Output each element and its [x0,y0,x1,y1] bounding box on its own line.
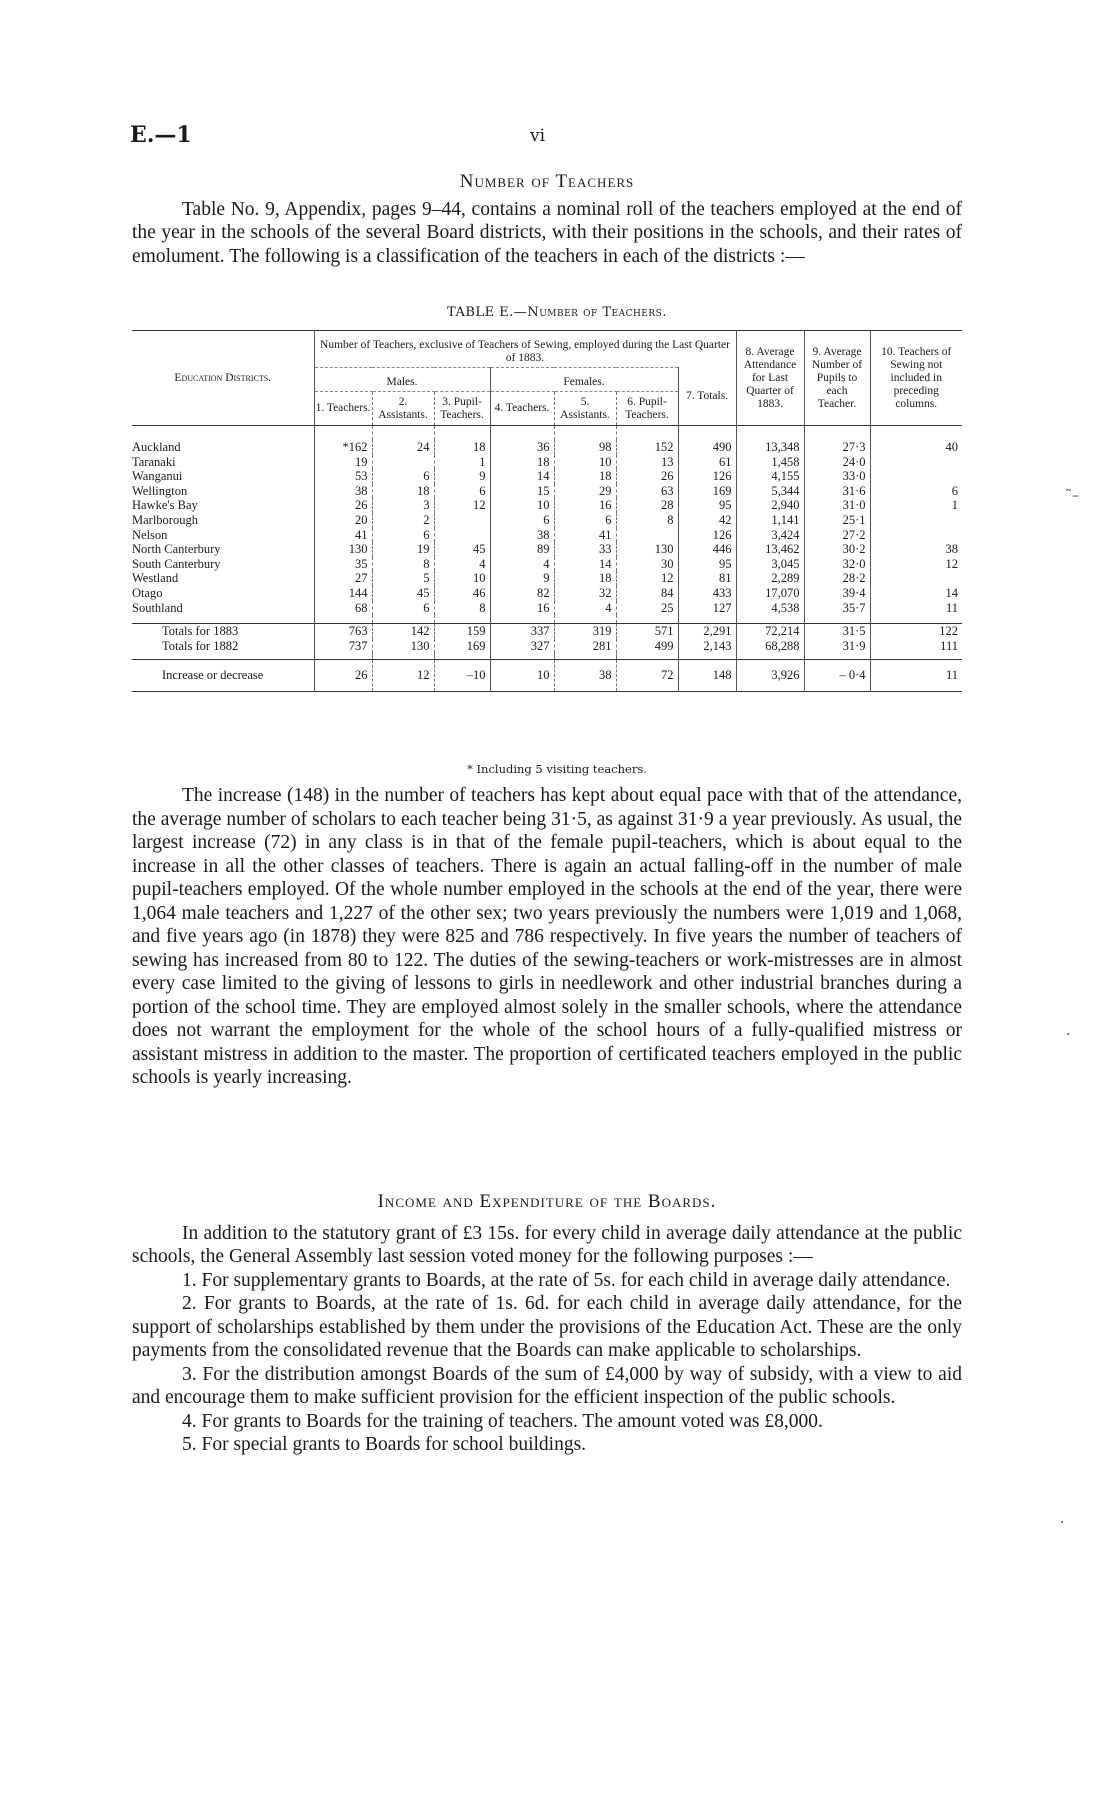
cell-col9: 28·2 [804,571,870,586]
income-item-5: 5. For special grants to Boards for school buildings. [182,1434,587,1455]
cell-col8: 5,344 [736,484,804,499]
cell-col6: 499 [616,639,678,654]
cell-col3: 18 [434,440,490,455]
cell-col5: 38 [554,660,616,692]
spacer-cell [554,615,616,624]
cell-col4: 10 [490,660,554,692]
teachers-section [132,170,962,268]
cell-col5: 319 [554,624,616,639]
cell-col4: 38 [490,528,554,543]
district-name: Wellington [132,483,188,498]
cell-col5: 33 [554,542,616,557]
cell-col2: 5 [372,571,434,586]
cell-col10 [870,528,962,543]
spacer-cell [434,615,490,624]
totals-row [132,624,962,639]
header-col8: 8. Average Attendance for Last Quarter of 1883. [736,331,804,426]
cell-col5: 18 [554,571,616,586]
cell-col8: 3,424 [736,528,804,543]
table-row [132,455,962,470]
cell-col6 [616,528,678,543]
margin-mark: ˜– [1065,488,1079,504]
cell-col2: 12 [372,660,434,692]
cell-col5: 6 [554,513,616,528]
cell-col2: 6 [372,601,434,616]
cell-col8: 4,538 [736,601,804,616]
spacer-row [132,615,962,624]
header-col9: 9. Average Number of Pupils to each Teacher. [804,331,870,426]
district-name: Totals for 1883 [162,624,239,639]
cell-col3: 4 [434,557,490,572]
header-col1: 1. Teachers. [314,392,372,426]
cell-col10 [870,469,962,484]
cell-col1: 763 [314,624,372,639]
teachers-table-wrap [132,330,962,692]
cell-col3: 10 [434,571,490,586]
spacer-cell [736,615,804,624]
district-name: Increase or decrease [162,668,264,683]
income-intro: In addition to the statutory grant of £3 15s. for every child in average daily attendance at the public schools, the General Assembly last session voted money for the following purposes :— [132,1222,962,1267]
cell-col8: 17,070 [736,586,804,601]
cell-col5: 29 [554,484,616,499]
cell-col7: 61 [678,455,736,470]
cell-col7: 433 [678,586,736,601]
spacer-cell [678,615,736,624]
cell-col10: 1 [870,498,962,513]
district-name: Taranaki [132,454,176,469]
cell-col6: 63 [616,484,678,499]
cell-col2: 142 [372,624,434,639]
district-name: Southland [132,600,183,615]
section-title-income: Income and Expenditure of the Boards. [377,1191,717,1212]
cell-col7: 2,291 [678,624,736,639]
cell-col5: 98 [554,440,616,455]
cell-col2: 19 [372,542,434,557]
header-males: Males. [314,368,490,392]
cell-col9: 31·0 [804,498,870,513]
cell-col7: 81 [678,571,736,586]
cell-col9: – 0·4 [804,660,870,692]
table-row [132,469,962,484]
cell-col8: 2,940 [736,498,804,513]
cell-col6: 25 [616,601,678,616]
cell-col8: 13,462 [736,542,804,557]
cell-col2: 24 [372,440,434,455]
cell-col3: 1 [434,455,490,470]
table-row [132,513,962,528]
cell-col5: 4 [554,601,616,616]
totals-row [132,639,962,654]
district-name: North Canterbury [132,542,221,557]
cell-col2: 2 [372,513,434,528]
cell-col9: 30·2 [804,542,870,557]
spacer-cell [870,615,962,624]
cell-col1: 38 [314,484,372,499]
cell-col7: 126 [678,469,736,484]
cell-col1: 144 [314,586,372,601]
cell-col3: –10 [434,660,490,692]
cell-col3: 12 [434,498,490,513]
section-title-teachers: Number of Teachers [459,171,635,192]
cell-col7: 42 [678,513,736,528]
cell-col6: 12 [616,571,678,586]
cell-col3: 45 [434,542,490,557]
cell-col8: 3,045 [736,557,804,572]
spacer-cell [372,615,434,624]
district-name: Totals for 1882 [162,638,239,653]
cell-col10: 6 [870,484,962,499]
cell-col9: 35·7 [804,601,870,616]
cell-col3: 159 [434,624,490,639]
cell-col2: 6 [372,528,434,543]
district-name: Westland [132,571,179,586]
table-row [132,542,962,557]
margin-mark: · [1060,1515,1065,1531]
district-name: Nelson [132,527,168,542]
cell-col7: 148 [678,660,736,692]
cell-col7: 127 [678,601,736,616]
cell-col6: 26 [616,469,678,484]
table-title-rest: Number of Teachers. [527,305,667,320]
cell-col2: 8 [372,557,434,572]
cell-col5: 18 [554,469,616,484]
cell-col4: 10 [490,498,554,513]
cell-col1: 19 [314,455,372,470]
cell-col6: 28 [616,498,678,513]
spacer-cell [132,615,314,624]
cell-col1: 41 [314,528,372,543]
cell-col7: 490 [678,440,736,455]
cell-col7: 95 [678,498,736,513]
cell-col4: 36 [490,440,554,455]
cell-col2: 3 [372,498,434,513]
cell-col8: 4,155 [736,469,804,484]
table-row [132,440,962,455]
cell-col7: 126 [678,528,736,543]
cell-col4: 337 [490,624,554,639]
teachers-table [132,330,962,692]
cell-col10: 122 [870,624,962,639]
district-name: Hawke's Bay [132,498,198,513]
cell-col3: 8 [434,601,490,616]
cell-col1: 26 [314,660,372,692]
cell-col9: 32·0 [804,557,870,572]
cell-col6: 8 [616,513,678,528]
header-col10: 10. Teachers of Sewing not included in preceding columns. [870,331,962,426]
cell-col5: 281 [554,639,616,654]
cell-col3: 9 [434,469,490,484]
cell-col10 [870,571,962,586]
cell-col8: 68,288 [736,639,804,654]
cell-col9: 25·1 [804,513,870,528]
cell-col8: 1,141 [736,513,804,528]
cell-col1: 20 [314,513,372,528]
cell-col1: 130 [314,542,372,557]
cell-col9: 27·2 [804,528,870,543]
cell-col10 [870,513,962,528]
income-item-4: 4. For grants to Boards for the training of teachers. The amount voted was £8,000. [182,1410,823,1432]
cell-col10: 11 [870,660,962,692]
header-col3: 3. Pupil-Teachers. [434,392,490,426]
table-row [132,586,962,601]
table-row [132,557,962,572]
header-col6: 6. Pupil-Teachers. [616,392,678,426]
table-row [132,484,962,499]
district-name: Otago [132,585,163,600]
cell-col4: 14 [490,469,554,484]
cell-col2: 6 [372,469,434,484]
cell-col4: 18 [490,455,554,470]
cell-col4: 4 [490,557,554,572]
district-name: South Canterbury [132,556,221,571]
income-section [132,1190,962,1457]
cell-col9: 31·5 [804,624,870,639]
after-table-section [132,784,962,1090]
cell-col6: 72 [616,660,678,692]
table-title-prefix: TABLE E.— [447,305,528,320]
cell-col4: 16 [490,601,554,616]
spacer-cell [616,615,678,624]
cell-col2: 130 [372,639,434,654]
cell-col1: 27 [314,571,372,586]
cell-col6: 130 [616,542,678,557]
header-females: Females. [490,368,678,392]
income-item-3: 3. For the distribution amongst Boards of the sum of £4,000 by way of subsidy, with a view to aid and encourage them to make sufficient provision for the efficient inspection of the public schools. [132,1363,962,1408]
cell-col3: 46 [434,586,490,601]
district-rows [132,426,962,624]
spacer-cell [490,615,554,624]
header-col4: 4. Teachers. [490,392,554,426]
cell-col9: 33·0 [804,469,870,484]
cell-col4: 89 [490,542,554,557]
district-name: Auckland [132,440,181,454]
header-col5: 5. Assistants. [554,392,616,426]
table-row [132,571,962,586]
cell-col6: 152 [616,440,678,455]
cell-col9: 24·0 [804,455,870,470]
cell-col8: 72,214 [736,624,804,639]
cell-col6: 13 [616,455,678,470]
totals-rows [132,624,962,692]
cell-col1: *162 [314,440,372,455]
cell-col4: 6 [490,513,554,528]
cell-col10: 14 [870,586,962,601]
cell-col1: 68 [314,601,372,616]
cell-col5: 10 [554,455,616,470]
cell-col6: 30 [616,557,678,572]
cell-col1: 737 [314,639,372,654]
district-name: Wanganui [132,469,183,484]
cell-col6: 571 [616,624,678,639]
cell-col6: 84 [616,586,678,601]
spacer-cell [314,615,372,624]
cell-col5: 41 [554,528,616,543]
page-number: vi [530,126,546,146]
cell-col1: 35 [314,557,372,572]
header-districts: Education Districts. [174,371,272,384]
cell-col2: 45 [372,586,434,601]
margin-mark: · [1066,1027,1071,1043]
cell-col7: 169 [678,484,736,499]
income-item-2: 2. For grants to Boards, at the rate of 1s. 6d. for each child in average daily attendance, for the support of scholarships established by them under the provisions of the Education Act. These are the only payments from the consolidated revenue that the Boards can make applicable to scholarships. [132,1293,962,1361]
cell-col2 [372,455,434,470]
header-col2: 2. Assistants. [372,392,434,426]
cell-col8: 1,458 [736,455,804,470]
cell-col3 [434,528,490,543]
spacer-cell [804,615,870,624]
cell-col9: 27·3 [804,440,870,455]
paragraph-increase: The increase (148) in the number of teachers has kept about equal pace with that of the attendance, the average number of scholars to each teacher being 31·5, as against 31·9 a year previously. As usual, the largest increase (72) in any class is in that of the female pupil-teachers, which is about equal to the increase in all the other classes of teachers. There is again an actual falling-off in the number of male pupil-teachers employed. Of the whole number employed in the schools at the end of the year, there were 1,064 male teachers and 1,227 of the other sex; two years previously the numbers were 1,019 and 1,068, and five years ago (in 1878) they were 825 and 786 respectively. In five years the number of teachers of sewing has increased from 80 to 122. The duties of the sewing-teachers or work-mistresses are in almost every case limited to the giving of lessons to girls in needlework and other industrial branches during a portion of the school time. They are employed almost solely in the smaller schools, where the attendance does not warrant the employment for the whole of the school hours of a fully-qualified mistress or assistant mistress in addition to the master. The proportion of certificated teachers employed in the public schools is yearly increasing. [132,785,962,1088]
cell-col4: 9 [490,571,554,586]
cell-col3: 169 [434,639,490,654]
cell-col10: 11 [870,601,962,616]
cell-col3 [434,513,490,528]
cell-col7: 2,143 [678,639,736,654]
cell-col10: 111 [870,639,962,654]
cell-col7: 446 [678,542,736,557]
cell-col8: 2,289 [736,571,804,586]
district-name: Marlborough [132,512,198,527]
cell-col9: 31·9 [804,639,870,654]
cell-col4: 327 [490,639,554,654]
cell-col9: 39·4 [804,586,870,601]
cell-col3: 6 [434,484,490,499]
income-item-1: 1. For supplementary grants to Boards, at the rate of 5s. for each child in average daily attendance. [182,1269,951,1291]
cell-col5: 14 [554,557,616,572]
cell-col4: 82 [490,586,554,601]
cell-col5: 16 [554,498,616,513]
cell-col10: 40 [870,440,962,455]
cell-col1: 53 [314,469,372,484]
increase-row [132,660,962,692]
page-header-code: E.—1 [130,122,192,148]
cell-col8: 13,348 [736,440,804,455]
cell-col1: 26 [314,498,372,513]
header-col7: 7. Totals. [678,368,736,426]
cell-col10: 12 [870,557,962,572]
intro-paragraph: Table No. 9, Appendix, pages 9–44, contains a nominal roll of the teachers employed at the end of the year in the schools of the several Board districts, with their positions in the schools, and their rates of emolument. The following is a classification of the teachers in each of the districts :— [132,198,962,267]
table-title [0,305,1114,320]
cell-col2: 18 [372,484,434,499]
table-row [132,601,962,616]
table-footnote: * Including 5 visiting teachers. [467,762,647,776]
cell-col5: 32 [554,586,616,601]
cell-col9: 31·6 [804,484,870,499]
cell-col4: 15 [490,484,554,499]
cell-col10 [870,455,962,470]
cell-col7: 95 [678,557,736,572]
table-row [132,498,962,513]
cell-col10: 38 [870,542,962,557]
cell-col8: 3,926 [736,660,804,692]
header-group: Number of Teachers, exclusive of Teachers of Sewing, employed during the Last Quarter of 1883. [314,331,736,368]
table-row [132,528,962,543]
